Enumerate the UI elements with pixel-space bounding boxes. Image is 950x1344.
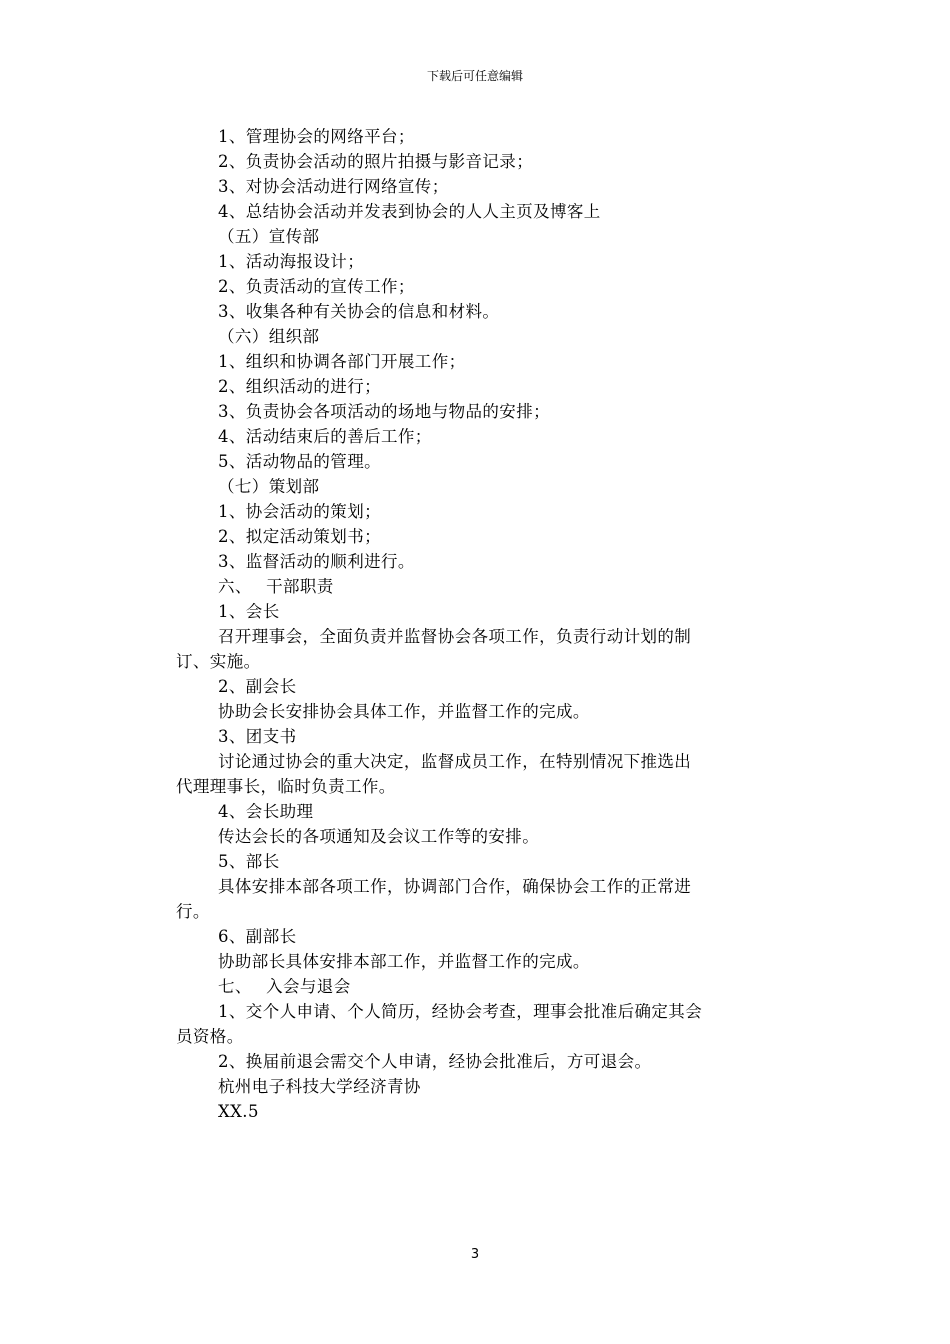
document-date: XX.5 [218, 1102, 259, 1121]
organization-signature: 杭州电子科技大学经济青协 [218, 1077, 421, 1096]
section-heading: 七、 入会与退会 [218, 977, 351, 996]
body-line: 3、监督活动的顺利进行。 [218, 552, 415, 571]
body-line: 2、换届前退会需交个人申请，经协会批准后，方可退会。 [218, 1052, 652, 1071]
section-heading: 六、 干部职责 [218, 577, 334, 596]
body-line: 具体安排本部各项工作，协调部门合作，确保协会工作的正常进 [218, 877, 692, 896]
body-line: 2、拟定活动策划书； [218, 527, 381, 546]
body-line: 3、负责协会各项活动的场地与物品的安排； [218, 402, 550, 421]
body-line: 传达会长的各项通知及会议工作等的安排。 [218, 827, 540, 846]
section-heading: （六）组织部 [218, 327, 320, 346]
body-line: 2、负责活动的宣传工作； [218, 277, 415, 296]
page-number: 3 [470, 1247, 480, 1262]
document-body [176, 124, 776, 1124]
body-line: 2、副会长 [218, 677, 297, 696]
body-line: 3、收集各种有关协会的信息和材料。 [218, 302, 500, 321]
body-line: 3、对协会活动进行网络宣传； [218, 177, 449, 196]
section-heading: （七）策划部 [218, 477, 320, 496]
body-line: 4、会长助理 [218, 802, 314, 821]
body-line: 1、会长 [218, 602, 280, 621]
body-line: 2、组织活动的进行； [218, 377, 381, 396]
body-line: 1、管理协会的网络平台； [218, 127, 415, 146]
body-line: 1、组织和协调各部门开展工作； [218, 352, 466, 371]
body-line: 讨论通过协会的重大决定，监督成员工作，在特别情况下推选出 [218, 752, 692, 771]
body-line: 4、总结协会活动并发表到协会的人人主页及博客上 [218, 202, 601, 221]
body-line-continued: 代理理事长，临时负责工作。 [176, 777, 396, 796]
body-line: 协助会长安排协会具体工作，并监督工作的完成。 [218, 702, 590, 721]
page-header: 下载后可任意编辑 [426, 69, 523, 83]
body-line-continued: 订、实施。 [176, 652, 261, 671]
body-line: 协助部长具体安排本部工作，并监督工作的完成。 [218, 952, 590, 971]
body-line: 5、活动物品的管理。 [218, 452, 381, 471]
body-line: 1、协会活动的策划； [218, 502, 381, 521]
body-line: 3、团支书 [218, 727, 297, 746]
body-line: 召开理事会，全面负责并监督协会各项工作，负责行动计划的制 [218, 627, 692, 646]
body-line: 4、活动结束后的善后工作； [218, 427, 432, 446]
body-line: 1、活动海报设计； [218, 252, 365, 271]
body-line: 6、副部长 [218, 927, 297, 946]
body-line-continued: 员资格。 [176, 1027, 244, 1046]
body-line: 5、部长 [218, 852, 280, 871]
section-heading: （五）宣传部 [218, 227, 320, 246]
body-line: 2、负责协会活动的照片拍摄与影音记录； [218, 152, 534, 171]
body-line-continued: 行。 [176, 902, 210, 921]
body-line: 1、交个人申请、个人简历，经协会考查，理事会批准后确定其会 [218, 1002, 703, 1021]
